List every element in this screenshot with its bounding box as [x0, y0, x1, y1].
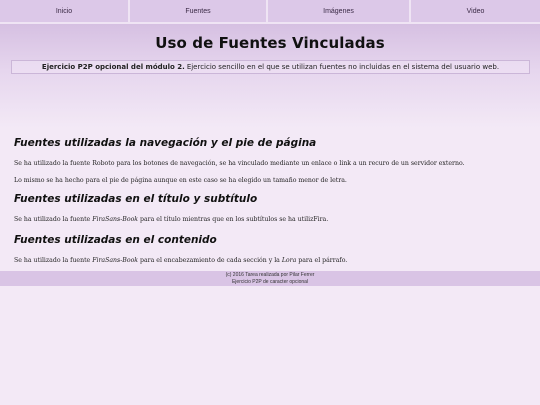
paragraph-text: Se ha utilizado la fuente: [14, 257, 93, 264]
font-name: Lora: [281, 257, 297, 264]
paragraph-text: para el encabezamiento de cada sección y la: [138, 257, 282, 264]
nav-item-video[interactable]: Video: [411, 0, 540, 24]
page-footer: [0, 271, 540, 286]
nav-item-fuentes[interactable]: Fuentes: [130, 0, 268, 24]
footer-note: Ejercicio P2P de caracter opcional: [231, 278, 309, 285]
section-heading-title: Fuentes utilizadas en el título y subtítulo: [14, 193, 258, 205]
subtitle-bold: Ejercicio P2P opcional del módulo 2.: [41, 63, 185, 71]
page-title: Uso de Fuentes Vinculadas: [155, 34, 385, 52]
main-navigation: [0, 0, 540, 24]
section-paragraph: [14, 257, 347, 264]
subtitle-text: Ejercicio sencillo en el que se utilizan fuentes no incluidas en el sistema del usuario web.: [186, 63, 500, 71]
section-heading-navigation: Fuentes utilizadas la navegación y el pie de página: [14, 137, 317, 149]
paragraph-text: para el título mientras que en los subtítulos se ha utilizFira.: [138, 216, 329, 223]
nav-item-inicio[interactable]: Inicio: [0, 0, 130, 24]
paragraph-text: Se ha utilizado la fuente: [14, 216, 93, 223]
section-heading-content: Fuentes utilizadas en el contenido: [14, 234, 217, 246]
paragraph-text: para el párrafo.: [296, 257, 348, 264]
font-name: FiraSans-Book: [92, 257, 139, 264]
nav-item-imagenes[interactable]: Imágenes: [268, 0, 411, 24]
font-name: FiraSans-Book: [92, 216, 139, 223]
section-paragraph: [14, 216, 328, 223]
section-paragraph: Lo mismo se ha hecho para el pie de página aunque en este caso se ha elegido un tamaño menor de letra.: [14, 177, 347, 184]
footer-credit: (c) 2016 Tarea realizada por Pilar Ferrer: [225, 272, 315, 278]
page-subtitle: [11, 60, 530, 74]
section-paragraph: Se ha utilizado la fuente Roboto para los botones de navegación, se ha vinculado mediante un enlace o link a un recuro de un servidor externo.: [14, 160, 465, 167]
